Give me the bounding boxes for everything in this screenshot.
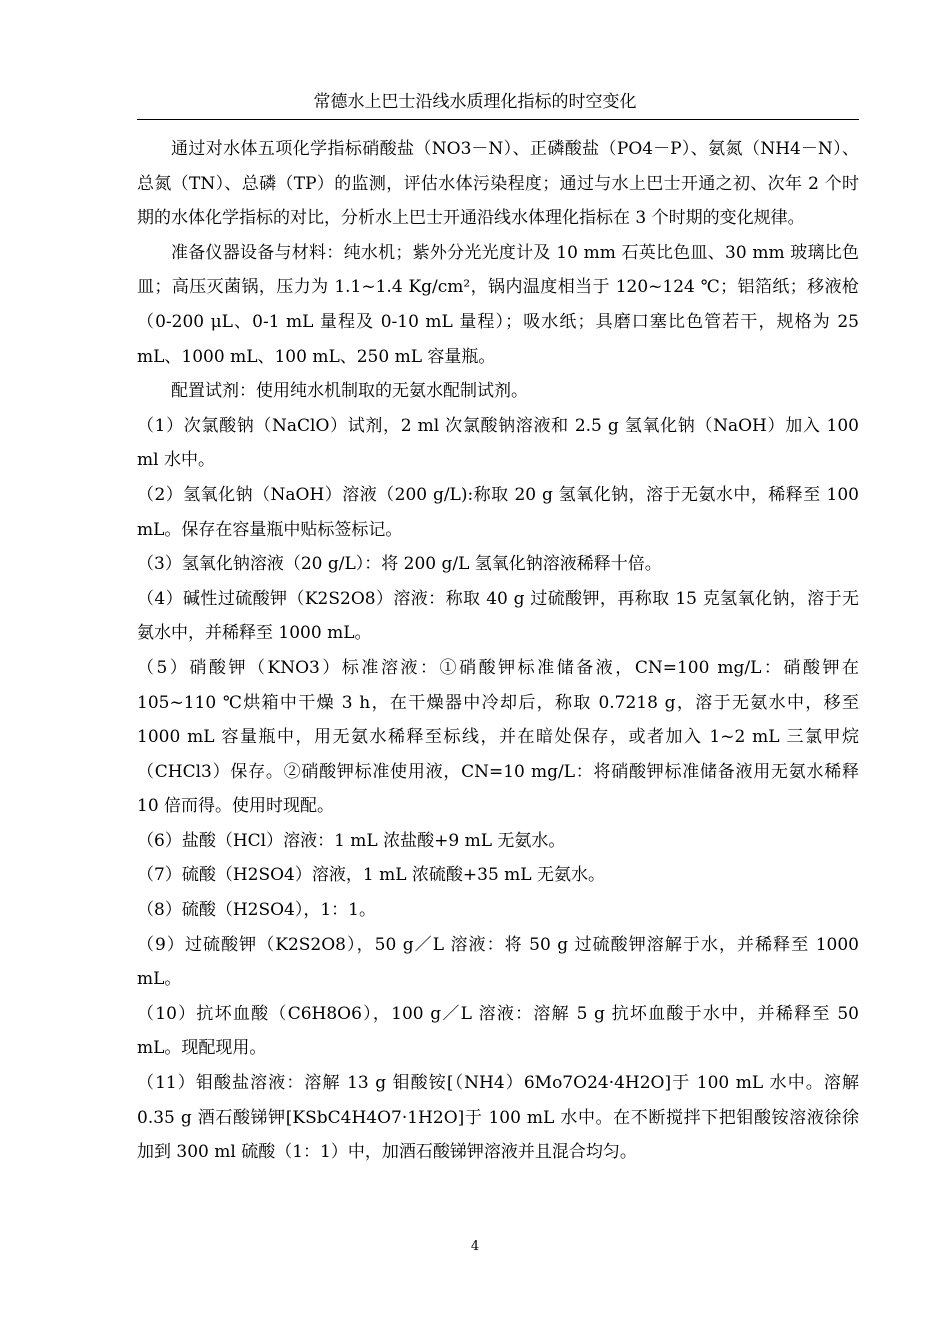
running-header: 常德水上巴士沿线水质理化指标的时空变化 — [313, 92, 637, 112]
reagent-item-7: （7）硫酸（H2SO4）溶液，1 mL 浓硫酸+35 mL 无氨水。 — [137, 865, 605, 886]
page-number: 4 — [470, 1239, 480, 1254]
reagent-item-1: （1）次氯酸钠（NaClO）试剂，2 ml 次氯酸钠溶液和 2.5 g 氢氧化钠（NaOH）加入 100 ml 水中。 — [137, 415, 859, 471]
paragraph-equipment: 准备仪器设备与材料：纯水机；紫外分光光度计及 10 mm 石英比色皿、30 mm 玻璃比色皿；高压灭菌锅，压力为 1.1~1.4 Kg/cm²，锅内温度相当于 120~124 ℃；铝箔纸；移液枪（0-200 μL、0-1 mL 量程及 0-10 mL 量程）；吸水纸；具磨口塞比色管若干，规格为 25 mL、1000 mL、100 mL、250 mL 容量瓶。 — [137, 242, 859, 367]
reagent-item-5: （5）硝酸钾（KNO3）标准溶液：①硝酸钾标准储备液，CN=100 mg/L：硝酸钾在 105~110 ℃烘箱中干燥 3 h，在干燥器中冷却后，称取 0.7218 g，溶于无氨水中，移至 1000 mL 容量瓶中，用无氨水稀释至标线，并在暗处保存，或者加入 1~2 mL 三氯甲烷（CHCl3）保存。②硝酸钾标准使用液，CN=10 mg/L：将硝酸钾标准储备液用无氨水稀释 10 倍而得。使用时现配。 — [137, 657, 859, 817]
reagent-item-10: （10）抗坏血酸（C6H8O6），100 g／L 溶液：溶解 5 g 抗坏血酸于水中，并稀释至 50 mL。现配现用。 — [137, 1003, 859, 1059]
reagent-item-3: （3）氢氧化钠溶液（20 g/L）：将 200 g/L 氢氧化钠溶液稀释十倍。 — [137, 554, 662, 575]
reagent-item-9: （9）过硫酸钾（K2S2O8），50 g／L 溶液：将 50 g 过硫酸钾溶解于水，并稀释至 1000 mL。 — [137, 934, 859, 990]
reagent-item-2: （2）氢氧化钠（NaOH）溶液（200 g/L):称取 20 g 氢氧化钠，溶于无氨水中，稀释至 100 mL。保存在容量瓶中贴标签标记。 — [137, 484, 859, 540]
paragraph-objective: 通过对水体五项化学指标硝酸盐（NO3－N）、正磷酸盐（PO4－P）、氨氮（NH4－N）、总氮（TN）、总磷（TP）的监测，评估水体污染程度；通过与水上巴士开通之初、次年 2 个时期的水体化学指标的对比，分析水上巴士开通沿线水体理化指标在 3 个时期的变化规律。 — [137, 139, 859, 229]
reagent-item-8: （8）硫酸（H2SO4），1：1。 — [137, 900, 376, 921]
reagent-item-6: （6）盐酸（HCl）溶液：1 mL 浓盐酸+9 mL 无氨水。 — [137, 830, 566, 851]
paragraph-reagent-intro: 配置试剂：使用纯水机制取的无氨水配制试剂。 — [171, 381, 528, 402]
document-body — [137, 132, 859, 1170]
reagent-item-4: （4）碱性过硫酸钾（K2S2O8）溶液：称取 40 g 过硫酸钾，再称取 15 克氢氧化钠，溶于无氨水中，并稀释至 1000 mL。 — [137, 588, 859, 644]
reagent-item-11: （11）钼酸盐溶液：溶解 13 g 钼酸铵[（NH4）6Mo7O24·4H2O]于 100 mL 水中。溶解 0.35 g 酒石酸锑钾[KSbC4H4O7·1H2O]于 100 mL 水中。在不断搅拌下把钼酸铵溶液徐徐加到 300 ml 硫酸（1：1）中，加酒石酸锑钾溶液并且混合均匀。 — [137, 1073, 859, 1163]
header-rule — [137, 119, 859, 120]
